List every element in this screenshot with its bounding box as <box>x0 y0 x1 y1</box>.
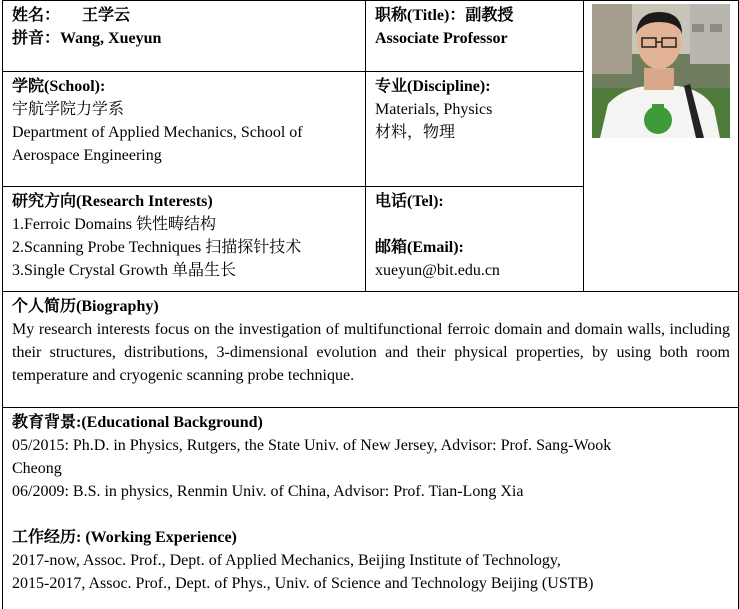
school-value-cn: 宇航学院力学系 <box>12 101 125 118</box>
discipline-label: 专业(Discipline): <box>375 78 491 95</box>
school-value-en-line2: Aerospace Engineering <box>12 147 162 164</box>
background-cell <box>2 407 739 609</box>
work-item: 2015-2017, Assoc. Prof., Dept. of Phys., Univ. of Science and Technology Beijing (USTB) <box>12 575 594 592</box>
biography-text: My research interests focus on the investigation of multifunctional ferroic domain and domain walls, including their structures, distributions, 3-dimensional evolution and their physical properties, by using both room temperature and cryogenic scanning probe technique. <box>12 321 730 384</box>
work-label-cn: 工作经历: <box>12 529 82 546</box>
discipline-value-en: Materials, Physics <box>375 101 493 118</box>
title-label: 职称(Title)： <box>375 7 466 24</box>
title-value-en: Associate Professor <box>375 30 508 47</box>
name-cell <box>2 0 366 72</box>
school-value-en-line1: Department of Applied Mechanics, School of <box>12 124 303 141</box>
education-item: 06/2009: B.S. in physics, Renmin Univ. of China, Advisor: Prof. Tian-Long Xia <box>12 483 524 500</box>
name-label: 姓名： <box>12 7 61 24</box>
education-label-en: (Educational Background) <box>81 414 263 431</box>
biography-label: 个人简历(Biography) <box>12 298 159 315</box>
tel-label: 电话(Tel): <box>375 193 444 210</box>
research-item: 2.Scanning Probe Techniques 扫描探针技术 <box>12 239 302 256</box>
research-label: 研究方向(Research Interests) <box>12 193 213 210</box>
email-value: xueyun@bit.edu.cn <box>375 262 500 279</box>
portrait-image <box>592 4 730 138</box>
research-item: 3.Single Crystal Growth 单晶生长 <box>12 262 236 279</box>
contact-cell <box>365 186 584 292</box>
school-label: 学院(School): <box>12 78 106 95</box>
work-label-en: (Working Experience) <box>81 529 237 546</box>
discipline-cell <box>365 71 584 187</box>
pinyin-label: 拼音： <box>12 30 61 47</box>
work-item: 2017-now, Assoc. Prof., Dept. of Applied Mechanics, Beijing Institute of Technology, <box>12 552 561 569</box>
education-label-cn: 教育背景: <box>12 414 82 431</box>
education-item: 05/2015: Ph.D. in Physics, Rutgers, the State Univ. of New Jersey, Advisor: Prof. Sang-Wook <box>12 437 612 454</box>
title-cell <box>365 0 584 72</box>
email-label: 邮箱(Email): <box>375 239 464 256</box>
research-cell <box>2 186 366 292</box>
pinyin-value: Wang, Xueyun <box>60 30 162 47</box>
school-cell <box>2 71 366 187</box>
title-value-cn: 副教授 <box>465 7 514 24</box>
biography-cell <box>2 291 739 408</box>
name-value: 王学云 <box>82 7 131 24</box>
research-item: 1.Ferroic Domains 铁性畴结构 <box>12 216 216 233</box>
profile-photo <box>592 4 730 138</box>
discipline-value-cn: 材料，物理 <box>375 124 456 141</box>
education-item-cont: Cheong <box>12 460 62 477</box>
